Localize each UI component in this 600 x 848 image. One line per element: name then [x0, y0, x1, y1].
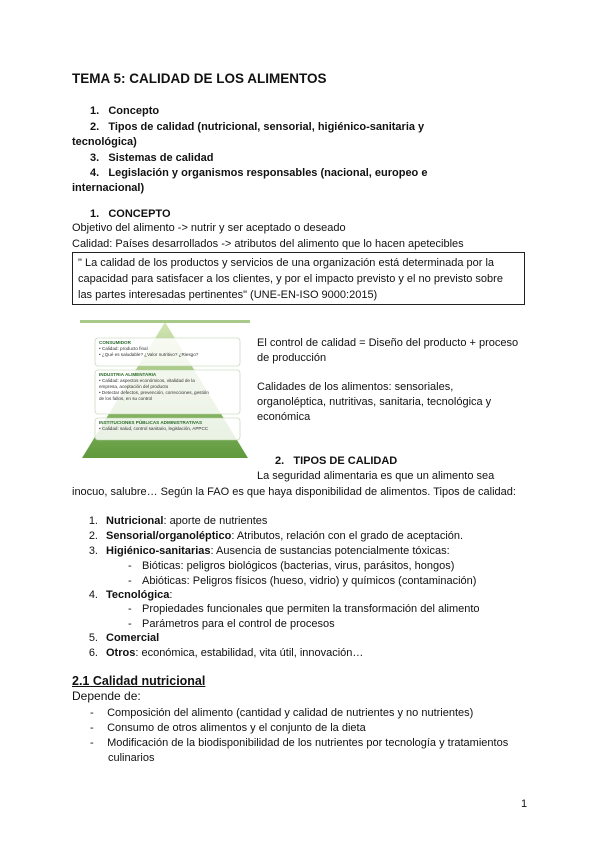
index-item-3: 3. Sistemas de calidad — [90, 152, 214, 164]
index-item-4: 4. Legislación y organismos responsables (nacional, europeo e — [90, 167, 428, 179]
index-item-2: 2. Tipos de calidad (nutricional, sensorial, higiénico-sanitaria y — [90, 121, 425, 133]
quote-line-1: " La calidad de los productos y servicios de una organización está determinada por la — [78, 257, 495, 269]
section-heading-tipos: 2. TIPOS DE CALIDAD — [275, 455, 398, 467]
page-number: 1 — [521, 798, 528, 810]
side-text-line-2: de producción — [257, 352, 327, 364]
tipos-item-nutricional: 1. Nutricional: aporte de nutrientes — [88, 515, 268, 527]
concepto-line-1: Objetivo del alimento -> nutrir y ser aceptado o deseado — [72, 222, 346, 234]
tipos-sub-abioticas: - Abióticas: Peligros físicos (hueso, vidrio) y químicos (contaminación) — [128, 575, 477, 587]
tipos-sub-propiedades: - Propiedades funcionales que permiten la transformación del alimento — [128, 603, 480, 615]
index-item-4-cont: internacional) — [72, 182, 145, 194]
nutricional-item-3: - Modificación de la biodisponibilidad de los nutrientes por tecnología y tratamientos — [90, 737, 509, 749]
subsection-heading-nutricional: 2.1 Calidad nutricional — [72, 674, 206, 688]
side-text-line-5: económica — [257, 411, 311, 423]
pyramid-level-industria: INDUSTRIA ALIMENTARIA • Calidad: aspectos económicos, vitalidad de la empresa, aceptación del producto • Detectar defectos, prevención, correcciones, gestión de los fallos, en su control — [99, 372, 209, 401]
pyramid-level-consumidor: CONSUMIDOR • Calidad: producto final • ¿Qué es saludable? ¿Valor nutritivo? ¿Riesgo? — [99, 340, 199, 357]
tipos-item-otros: 6. Otros: económica, estabilidad, vita útil, innovación… — [88, 647, 364, 659]
index-item-2-cont: tecnológica) — [72, 136, 137, 148]
tipos-intro-2: inocuo, salubre… Según la FAO es que haya disponibilidad de alimentos. Tipos de calidad: — [72, 486, 516, 498]
pyramid-level-instituciones: INSTITUCIONES PÚBLICAS ADMINISTRATIVAS • Calidad: salud, control sanitario, legislación, APPCC — [99, 420, 209, 431]
nutricional-intro: Depende de: — [72, 689, 141, 703]
quality-pyramid-figure — [80, 320, 250, 460]
page-title: TEMA 5: CALIDAD DE LOS ALIMENTOS — [72, 71, 327, 86]
tipos-item-comercial: 5. Comercial — [88, 632, 160, 644]
tipos-item-tecnologica: 4. Tecnológica: — [88, 589, 173, 601]
concepto-line-2: Calidad: Países desarrollados -> atributos del alimento que lo hacen apetecibles — [72, 238, 464, 250]
tipos-item-sensorial: 2. Sensorial/organoléptico: Atributos, relación con el grado de aceptación. — [88, 530, 464, 542]
index-item-1: 1. Concepto — [90, 105, 160, 117]
tipos-sub-bioticas: - Bióticas: peligros biológicos (bacterias, virus, parásitos, hongos) — [128, 560, 455, 572]
nutricional-item-2: - Consumo de otros alimentos y el conjunto de la dieta — [90, 722, 366, 734]
nutricional-item-1: - Composición del alimento (cantidad y calidad de nutrientes y no nutrientes) — [90, 707, 474, 719]
nutricional-item-3-cont: culinarios — [108, 752, 155, 764]
side-text-line-4: organoléptica, nutritivas, sanitaria, tecnológica y — [257, 396, 492, 408]
side-text-line-3: Calidades de los alimentos: sensoriales, — [257, 381, 454, 393]
tipos-item-higienico: 3. Higiénico-sanitarias: Ausencia de sustancias potencialmente tóxicas: — [88, 545, 450, 557]
tipos-sub-parametros: - Parámetros para el control de procesos — [128, 618, 335, 630]
side-text-line-1: El control de calidad = Diseño del producto + proceso — [257, 337, 519, 349]
quote-line-2: capacidad para satisfacer a los clientes, y por el impacto previsto y el no previsto sobre — [78, 273, 503, 285]
quote-line-3: las partes interesadas pertinentes" (UNE-EN-ISO 9000:2015) — [78, 289, 378, 301]
quote-box — [72, 252, 525, 305]
section-heading-concepto: 1. CONCEPTO — [90, 208, 171, 220]
tipos-intro-1: La seguridad alimentaria es que un alimento sea — [257, 470, 495, 482]
